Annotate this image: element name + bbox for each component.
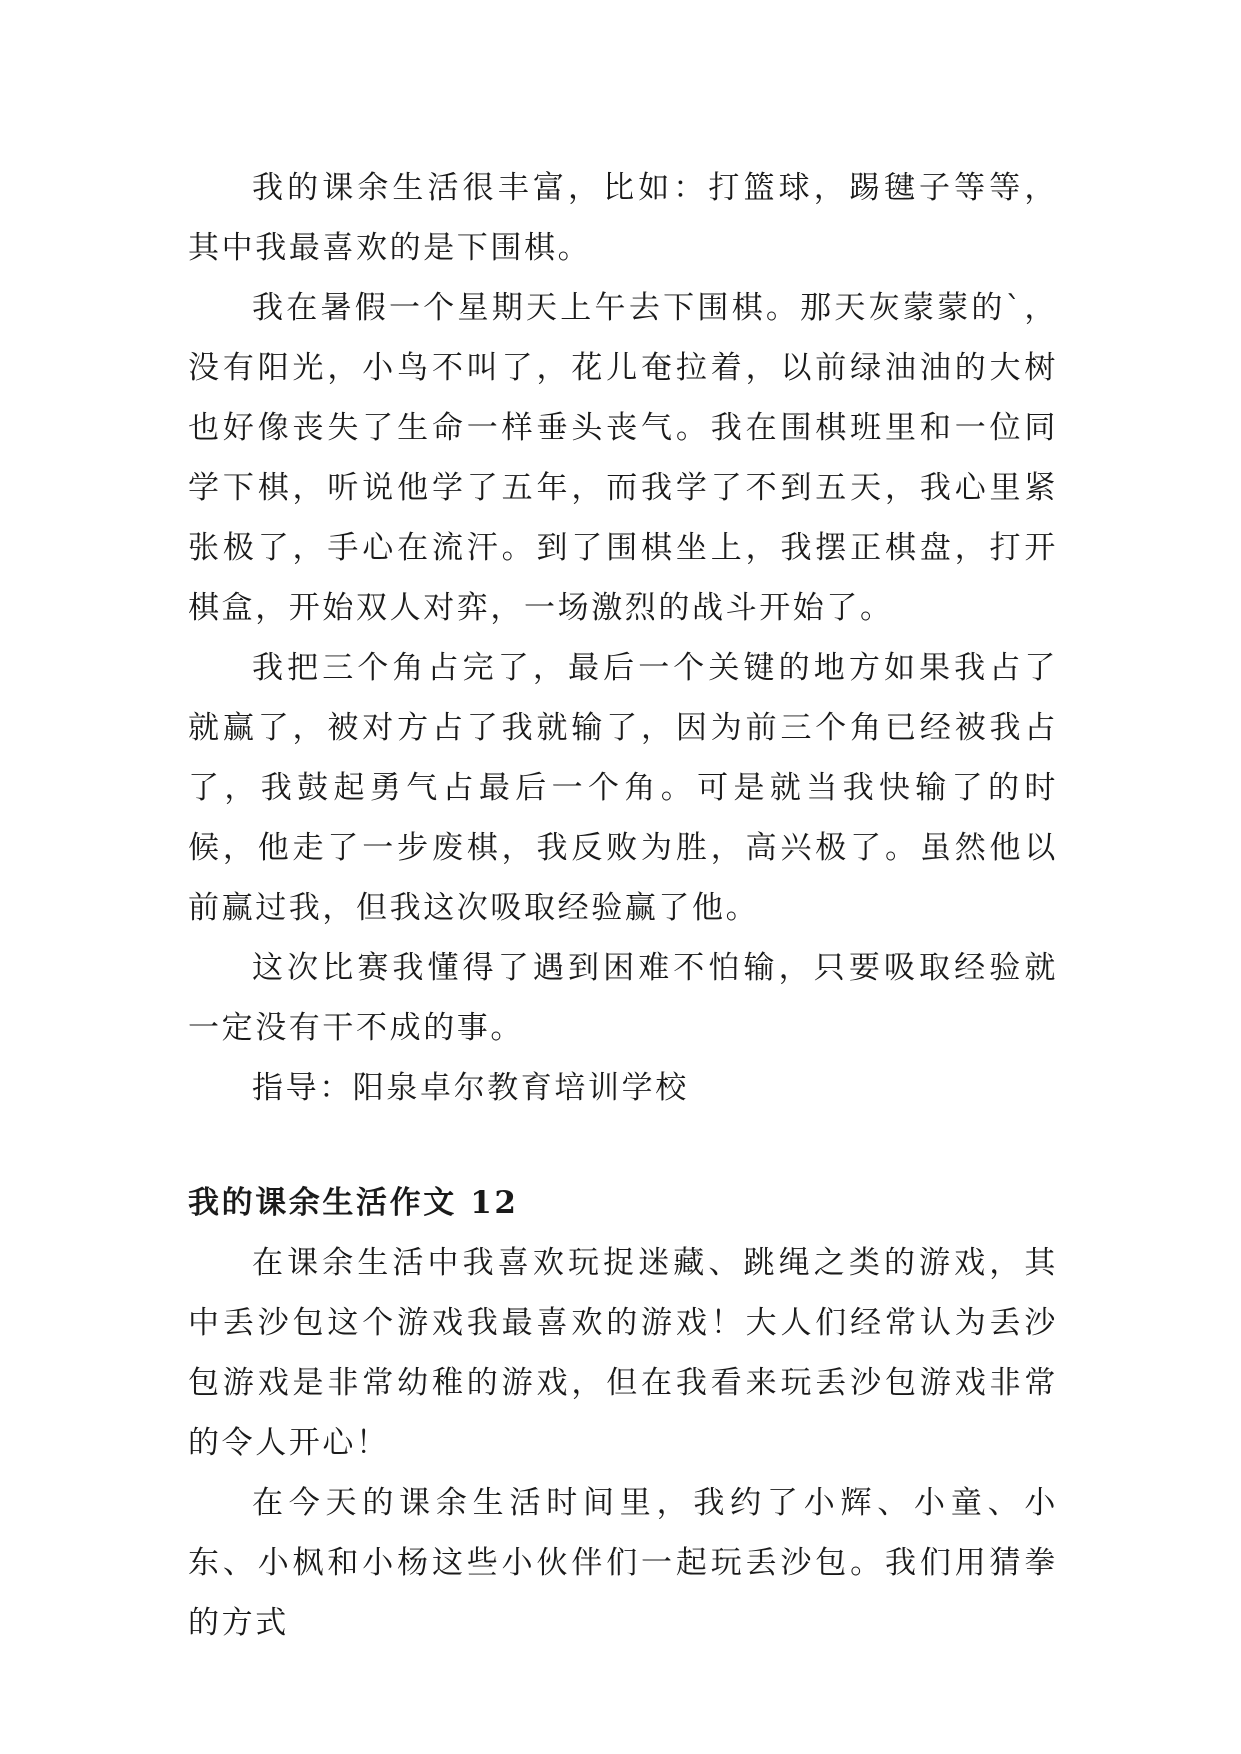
paragraph-lesson-learned: 这次比赛我懂得了遇到困难不怕输，只要吸取经验就一定没有干不成的事。 [188,950,1058,1046]
paragraph-sandbag-game: 在今天的课余生活时间里，我约了小辉、小童、小东、小枫和小杨这些小伙伴们一起玩丢沙包。我们用猜拳的方式 [188,1485,1058,1641]
paragraph-instructor-note: 指导：阳泉卓尔教育培训学校 [252,1070,689,1106]
paragraph-hobbies-intro: 我的课余生活很丰富，比如：打篮球，踢毽子等等，其中我最喜欢的是下围棋。 [188,170,1058,266]
paragraph-games-intro: 在课余生活中我喜欢玩捉迷藏、跳绳之类的游戏，其中丢沙包这个游戏我最喜欢的游戏！大人们经常认为丢沙包游戏是非常幼稚的游戏，但在我看来玩丢沙包游戏非常的令人开心！ [188,1245,1058,1461]
paragraph-go-game-start: 我在暑假一个星期天上午去下围棋。那天灰蒙蒙的`，没有阳光，小鸟不叫了，花儿奄拉着，以前绿油油的大树也好像丧失了生命一样垂头丧气。我在围棋班里和一位同学下棋，听说他学了五年，而我学了不到五天，我心里紧张极了，手心在流汗。到了围棋坐上，我摆正棋盘，打开棋盒，开始双人对弈，一场激烈的战斗开始了。 [188,290,1058,626]
section-title: 我的课余生活作文 12 [188,1185,519,1221]
paragraph-go-game-win: 我把三个角占完了，最后一个关键的地方如果我占了就赢了，被对方占了我就输了，因为前三个角已经被我占了，我鼓起勇气占最后一个角。可是就当我快输了的时候，他走了一步废棋，我反败为胜，高兴极了。虽然他以前赢过我，但我这次吸取经验赢了他。 [188,650,1058,926]
document-body [188,158,1058,1653]
